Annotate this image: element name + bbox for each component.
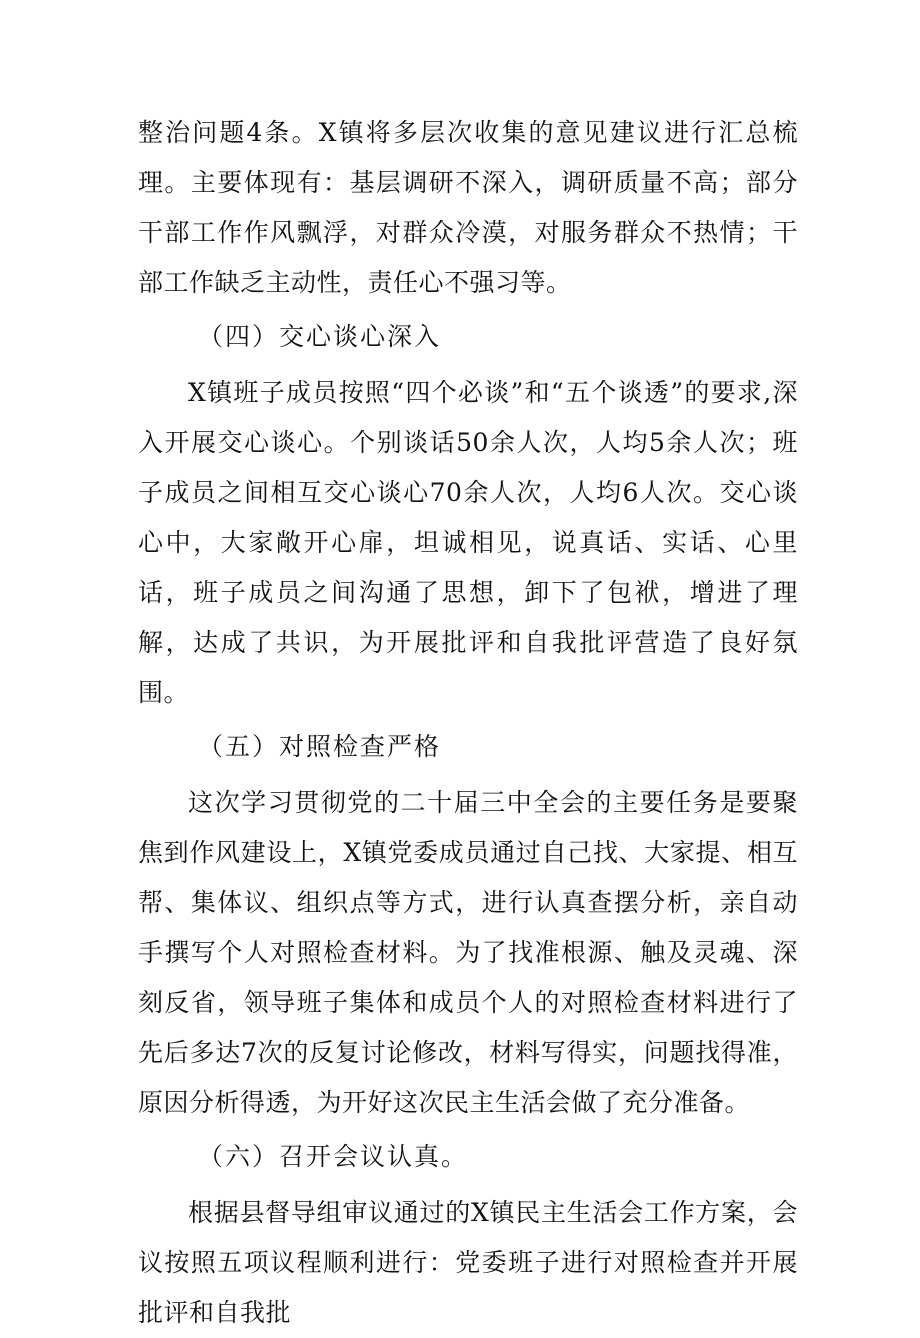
paragraph-heart-to-heart: X镇班子成员按照“四个必谈”和“五个谈透”的要求,深入开展交心谈心。个别谈话50余人次，人均5余人次；班子成员之间相互交心谈心70余人次，人均6人次。交心谈心中，大家敞开心扉，坦诚相见，说真话、实话、心里话，班子成员之间沟通了思想，卸下了包袱，增进了理解，达成了共识，为开展批评和自我批评营造了良好氛围。 — [138, 378, 798, 707]
paragraph-self-examination: 这次学习贯彻党的二十届三中全会的主要任务是要聚焦到作风建设上，X镇党委成员通过自己找、大家提、相互帮、集体议、组织点等方式，进行认真查摆分析，亲自动手撰写个人对照检查材料。为了找准根源、触及灵魂、深刻反省，领导班子集体和成员个人的对照检查材料进行了先后多达7次的反复讨论修改，材料写得实，问题找得准，原因分析得透，为开好这次民主生活会做了充分准备。 — [138, 788, 798, 1117]
paragraph-meeting: 根据县督导组审议通过的X镇民主生活会工作方案，会议按照五项议程顺利进行：党委班子进行对照检查并开展批评和自我批 — [138, 1198, 798, 1327]
document-body — [138, 108, 798, 1338]
paragraph-continuation: 整治问题4条。X镇将多层次收集的意见建议进行汇总梳理。主要体现有：基层调研不深入，调研质量不高；部分干部工作作风飘浮，对群众冷漠，对服务群众不热情；干部工作缺乏主动性，责任心不强习等。 — [138, 118, 798, 297]
section-heading-four: （四）交心谈心深入 — [198, 322, 442, 351]
section-heading-six: （六）召开会议认真。 — [198, 1142, 469, 1171]
section-heading-five: （五）对照检查严格 — [198, 732, 442, 761]
